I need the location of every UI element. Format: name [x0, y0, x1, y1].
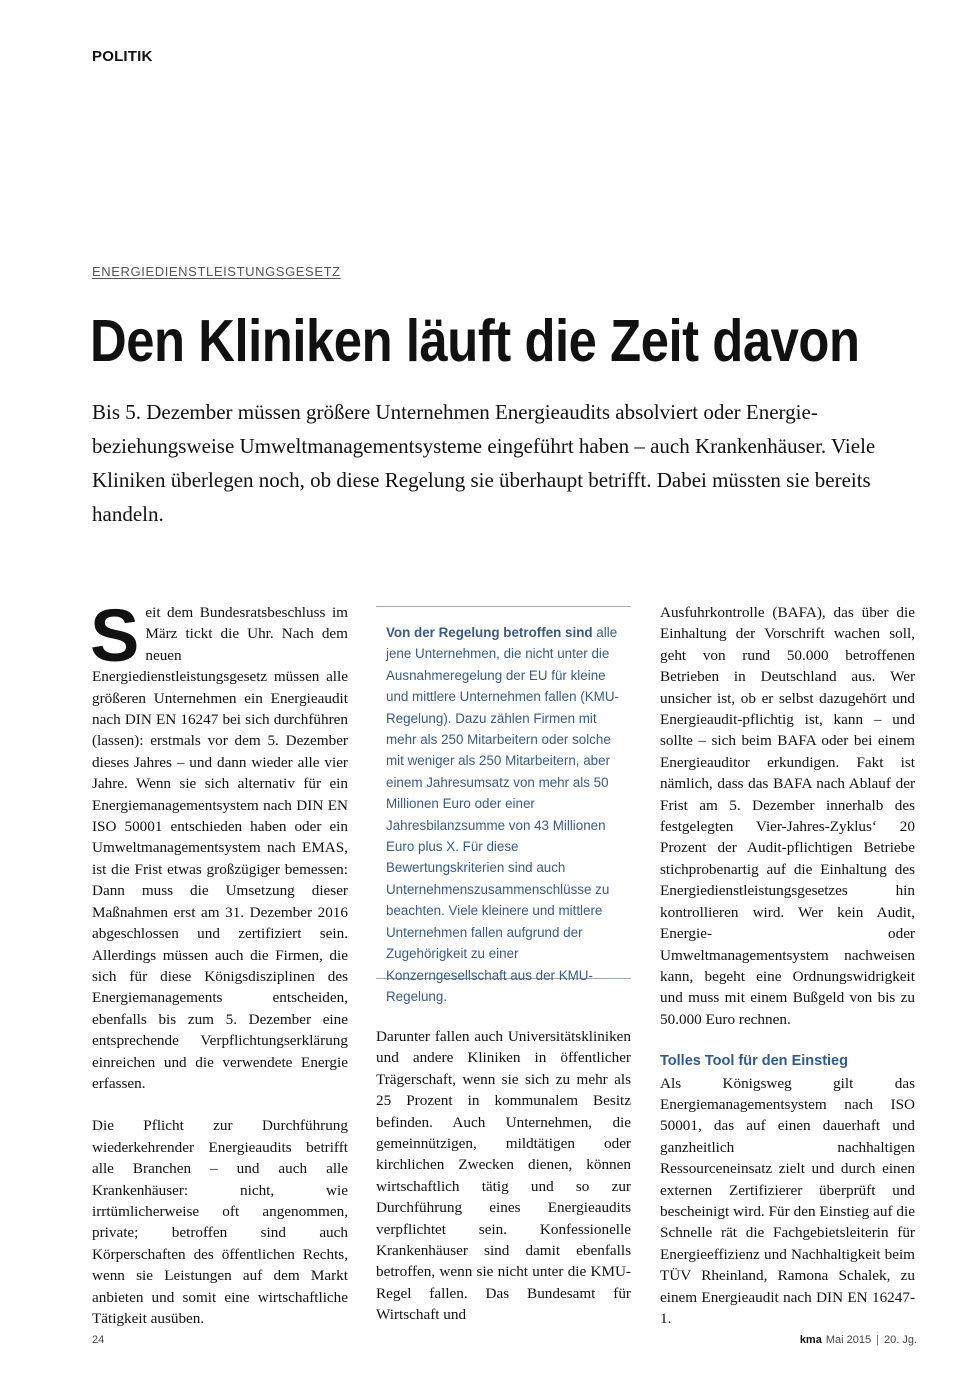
paragraph	[90, 594, 348, 1094]
page-number: 24	[92, 1334, 105, 1346]
footer-separator: |	[876, 1334, 879, 1346]
issue-date: Mai 2015	[825, 1334, 872, 1346]
volume-number: 20. Jg.	[883, 1334, 917, 1346]
issue-footer	[800, 1334, 917, 1346]
magazine-brand: kma	[799, 1334, 822, 1346]
paragraph: Als Königsweg gilt das Energiemanagementsystem nach ISO 50001, das auf einen dauerhaft und ganzheitlich nachhaltigen Ressourceneinsatz zielt und durch einen externen Zertifizierer überprüft und bescheinigt wird. Für den Einstieg auf die Schnelle rät die Fachgebietsleiterin für Energieeffizienz und Nachhaltigkeit beim TÜV Rheinland, Ramona Schalek, zu einem Energieaudit nach DIN EN 16247-1.	[660, 1074, 915, 1327]
info-box-text: alle jene Unternehmen, die nicht unter die Ausnahmeregelung der EU für kleine und mittlere Unternehmen fallen (KMU-Regelung). Dazu zählen Firmen mit mehr als 250 Mitarbeitern oder solche mit weniger als 250 Mitarbeitern, aber einem Jahresumsatz von mehr als 50 Millionen Euro oder einer Jahresbilanzsumme von 43 Millionen Euro plus X. Für diese Bewertungskriterien sind auch Unternehmenszusammenschlüsse zu beachten. Viele kleinere und mittlere Unternehmen fallen aufgrund der Zugehörigkeit zu einer Konzerngesellschaft aus der KMU-Regelung.	[386, 625, 619, 1004]
paragraph: Darunter fallen auch Universitätskliniken und andere Kliniken in öffentlicher Trägerschaft, wenn sie sich zu mehr als 25 Prozent in kommunalem Besitz befinden. Auch Unternehmen, die gemeinnützigen, mildtätigen oder kirchlichen Zwecken dienen, können wirtschaftlich tätig und so zur Durchführung eines Energieaudits verpflichtet sein. Konfessionelle Krankenhäuser sind damit ebenfalls betroffen, wenn sie nicht unter die KMU-Regel fallen. Das Bundesamt für Wirtschaft und	[376, 1028, 631, 1324]
info-box	[376, 606, 631, 1004]
info-box-lead-in: Von der Regelung betroffen sind	[386, 625, 593, 640]
body-column-2	[376, 1026, 631, 1326]
paragraph: Die Pflicht zur Durchführung wiederkehrender Energieaudits betrifft alle Branchen – und auch alle Krankenhäuser: nicht, wie irrtümlicherweise oft angenommen, private; betroffen sind auch Körperschaften des öffentlichen Rechts, wenn sie Leistungen auf dem Markt anbieten und somit eine wirtschaftliche Tätigkeit ausüben.	[92, 1117, 348, 1327]
section-label: POLITIK	[92, 48, 153, 65]
body-column-1	[90, 594, 348, 1329]
body-column-3	[660, 602, 915, 1329]
paragraph-text: eit dem Bundesratsbeschluss im März tickt die Uhr. Nach dem neuen Energiedienstleistungsgesetz müssen alle größeren Unternehmen ein Energieaudit nach DIN EN 16247 bei sich durchführen (lassen): erstmals vor dem 5. Dezember dieses Jahres – und dann wieder alle vier Jahre. Wenn sie sich alternativ für ein Energiemanagementsystem nach DIN EN ISO 50001 entschieden haben oder ein Umweltmanagementsystem nach EMAS, ist die Frist etwas großzügiger bemessen: Dann muss die Umsetzung dieser Maßnahmen erst am 31. Dezember 2016 abgeschlossen und zertifiziert sein. Allerdings müssen auch die Firmen, die sich für diese Königsdisziplinen des Energiemanagements entscheiden, ebenfalls bis zum 5. Dezember eine entsprechende Verpflichtungserklärung einreichen und die verwendete Energie erfassen.	[92, 604, 348, 1092]
article-headline: Den Kliniken läuft die Zeit davon	[90, 308, 860, 374]
drop-cap: S	[90, 594, 140, 677]
article-kicker: ENERGIEDIENSTLEISTUNGSGESETZ	[92, 264, 341, 279]
paragraph: Ausfuhrkontrolle (BAFA), das über die Einhaltung der Vorschrift wachen soll, geht von rund 50.000 betroffenen Betrieben in Deutschland aus. Wer unsicher ist, ob er selbst dazugehört und Energieaudit-pflichtig ist, kann – und sollte – sich beim BAFA oder bei einem Energieauditor erkundigen. Fakt ist nämlich, dass das BAFA nach Ablauf der Frist am 5. Dezember innerhalb des festgelegten Vier-Jahres-Zyklus‘ 20 Prozent der Audit-pflichtigen Betriebe stichprobenartig auf die Einhaltung des Energiedienstleistungsgesetzes hin kontrollieren wird. Wer kein Audit, Energie- oder Umweltmanagementsystem nachweisen kann, begeht eine Ordnungswidrigkeit und muss mit einem Bußgeld von bis zu 50.000 Euro rechnen.	[660, 604, 915, 1028]
article-lead: Bis 5. Dezember müssen größere Unternehmen Energieaudits absolviert oder Energie- beziehungsweise Umweltmanagementsysteme eingeführt haben – auch Krankenhäuser. Viele Kliniken überlegen noch, ob diese Regelung sie überhaupt betrifft. Dabei müssten sie bereits handeln.	[92, 400, 876, 526]
subheading: Tolles Tool für den Einstieg	[660, 1053, 848, 1070]
